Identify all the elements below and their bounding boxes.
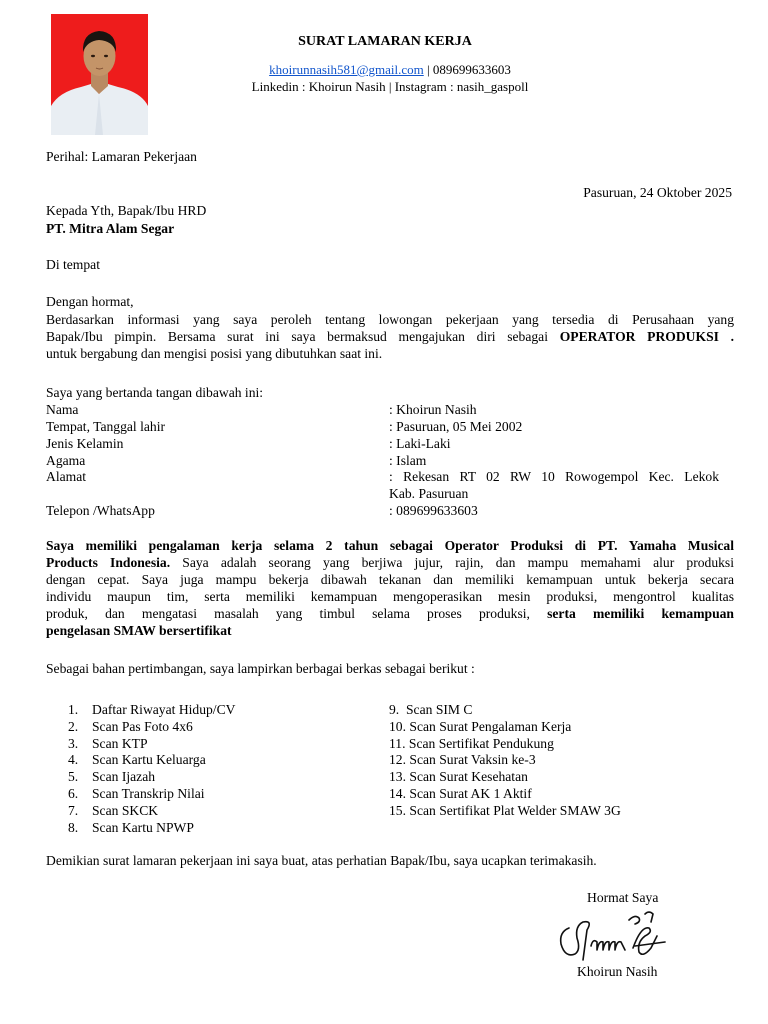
intro-line-3: untuk bergabung dan mengisi posisi yang dibutuhkan saat ini. <box>46 346 383 361</box>
subject-line: Perihal: Lamaran Pekerjaan <box>46 149 197 164</box>
attachments-list-right <box>389 702 729 820</box>
position-name: OPERATOR PRODUKSI . <box>559 329 735 344</box>
identity-value: : Laki-Laki <box>389 436 451 451</box>
identity-label: Nama <box>46 402 79 417</box>
identity-value: : 089699633603 <box>389 503 478 518</box>
list-item: 15. Scan Sertifikat Plat Welder SMAW 3G <box>389 802 621 818</box>
identity-value: : Khoirun Nasih <box>389 402 477 417</box>
portrait-image <box>51 14 148 135</box>
identity-value: : Rekesan RT 02 RW 10 Rowogempol Kec. Lekok <box>389 469 719 484</box>
intro-text: Bapak/Ibu pimpin. Bersama surat ini saya bermaksud mengajukan diri sebagai <box>46 329 560 344</box>
signoff: Hormat Saya <box>587 890 659 905</box>
identity-value-cont: Kab. Pasuruan <box>389 486 469 501</box>
signature <box>553 906 673 966</box>
identity-value: : Islam <box>389 453 427 468</box>
attachments-intro: Sebagai bahan pertimbangan, saya lampirkan berbagai berkas sebagai berikut : <box>46 661 475 676</box>
experience-text: produk, dan mengatasi masalah yang timbul selama proses produksi, <box>46 606 548 621</box>
intro-line-2 <box>46 329 734 346</box>
attachments-list-left <box>68 702 368 836</box>
greeting: Dengan hormat, <box>46 294 134 309</box>
list-item: 8. Scan Kartu NPWP <box>68 819 194 835</box>
experience-line-5 <box>46 606 734 623</box>
list-item: 10. Scan Surat Pengalaman Kerja <box>389 718 572 734</box>
experience-line-2 <box>46 555 734 572</box>
skill-highlight: serta memiliki kemampuan <box>547 606 734 621</box>
recipient-place: Di tempat <box>46 257 100 272</box>
list-item: 4. Scan Kartu Keluarga <box>68 752 206 768</box>
identity-intro: Saya yang bertanda tangan dibawah ini: <box>46 385 264 400</box>
experience-line-3: dengan cepat. Saya juga mampu bekerja dibawah tekanan dan memiliki kemampuan untuk bekerja secara <box>46 572 734 587</box>
social-line: Linkedin : Khoirun Nasih | Instagram : nasih_gaspoll <box>251 79 529 94</box>
list-item: 14. Scan Surat AK 1 Aktif <box>389 785 532 801</box>
applicant-photo <box>51 14 148 135</box>
closing-sentence: Demikian surat lamaran pekerjaan ini saya buat, atas perhatian Bapak/Ibu, saya ucapkan terimakasih. <box>46 853 597 868</box>
list-item: 5. Scan Ijazah <box>68 769 156 785</box>
signer-name: Khoirun Nasih <box>577 964 658 979</box>
experience-line-1: Saya memiliki pengalaman kerja selama 2 tahun sebagai Operator Produksi di PT. Yamaha Musical <box>46 538 734 553</box>
intro-line-1: Berdasarkan informasi yang saya peroleh tentang lowongan pekerjaan yang tersedia di Perusahaan yang <box>46 312 734 327</box>
list-item: 11. Scan Sertifikat Pendukung <box>389 735 554 751</box>
list-item: 12. Scan Surat Vaksin ke-3 <box>389 752 536 768</box>
recipient-company: PT. Mitra Alam Segar <box>46 221 175 236</box>
company-name: Products Indonesia. <box>46 555 171 570</box>
identity-label: Agama <box>46 453 86 468</box>
list-item: 3. Scan KTP <box>68 735 148 751</box>
letter-date: Pasuruan, 24 Oktober 2025 <box>583 185 732 200</box>
identity-label: Jenis Kelamin <box>46 436 124 451</box>
experience-text: Saya adalah seorang yang berjiwa jujur, rajin, dan mampu memahami alur produksi <box>170 555 734 570</box>
identity-label: Telepon /WhatsApp <box>46 503 155 518</box>
email-link[interactable]: khoirunnasih581@gmail.com <box>269 62 424 77</box>
identity-label: Tempat, Tanggal lahir <box>46 419 166 434</box>
phone-number: | 089699633603 <box>423 62 511 77</box>
list-item: 7. Scan SKCK <box>68 802 159 818</box>
signature-image <box>553 906 673 966</box>
list-item: 1. Daftar Riwayat Hidup/CV <box>68 702 236 717</box>
experience-line-6: pengelasan SMAW bersertifikat <box>46 623 232 638</box>
identity-label: Alamat <box>46 469 87 484</box>
letter-title: SURAT LAMARAN KERJA <box>298 34 472 49</box>
recipient-line: Kepada Yth, Bapak/Ibu HRD <box>46 203 207 218</box>
list-item: 13. Scan Surat Kesehatan <box>389 769 528 785</box>
identity-value: : Pasuruan, 05 Mei 2002 <box>389 419 523 434</box>
list-item: 6. Scan Transkrip Nilai <box>68 785 205 801</box>
experience-line-4: individu maupun tim, serta memiliki kemampuan mengoperasikan mesin produksi, mengontrol kualitas <box>46 589 734 604</box>
list-item: 9. Scan SIM C <box>389 702 473 717</box>
list-item: 2. Scan Pas Foto 4x6 <box>68 718 193 734</box>
contact-line <box>200 62 580 79</box>
